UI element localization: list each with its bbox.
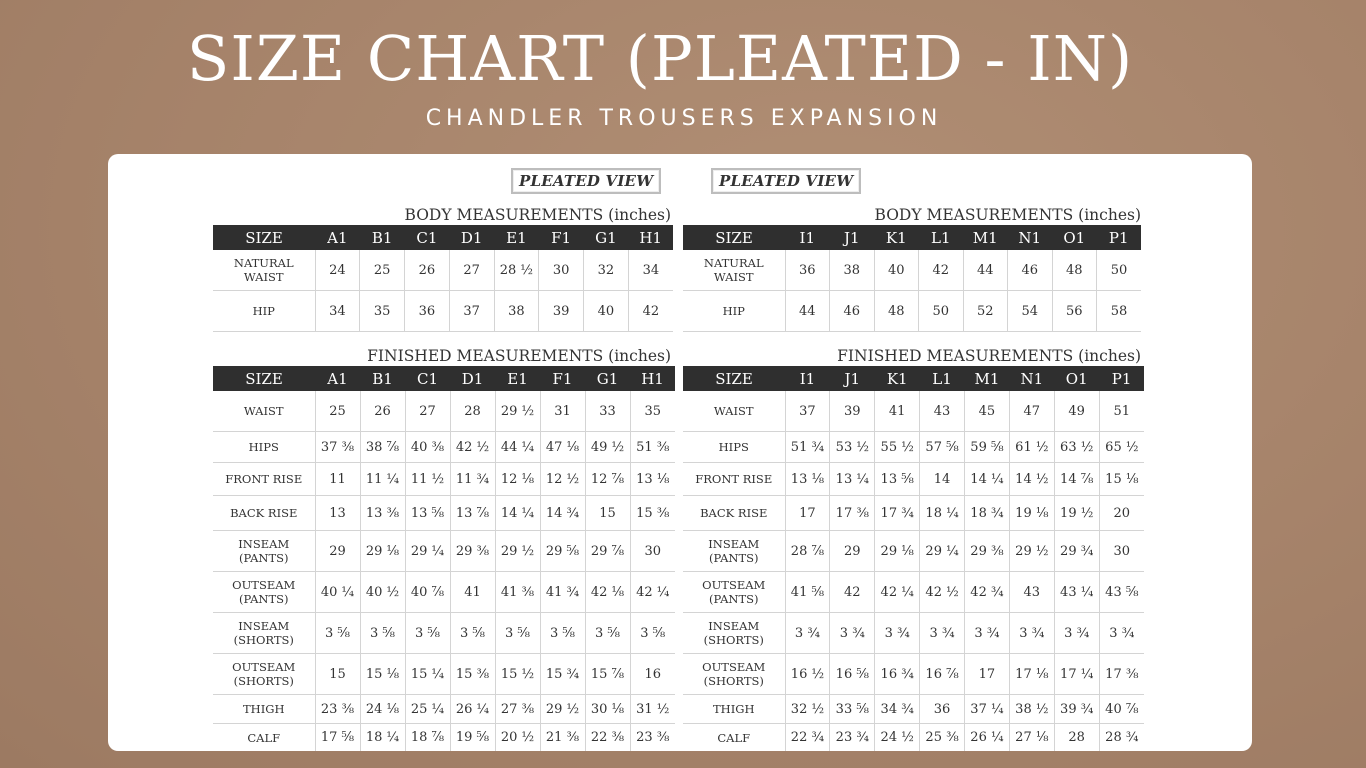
- measurement-cell: 55 ½: [875, 432, 920, 463]
- table-row: [683, 695, 1144, 724]
- measurement-cell: 28 ¾: [1099, 724, 1144, 752]
- row-label: THIGH: [213, 695, 315, 724]
- size-header-cell: M1: [963, 225, 1008, 250]
- measurement-cell: 35: [630, 391, 675, 432]
- measurement-cell: 46: [830, 291, 875, 332]
- size-header-cell: I1: [785, 225, 830, 250]
- measurement-cell: 50: [1097, 250, 1142, 291]
- measurement-cell: 26: [405, 250, 450, 291]
- page-subtitle: CHANDLER TROUSERS EXPANSION: [425, 106, 943, 131]
- view-label-right: PLEATED VIEW: [711, 168, 861, 194]
- measurement-cell: 24: [315, 250, 360, 291]
- measurement-cell: 18 ¾: [965, 496, 1010, 531]
- measurement-cell: 15 ⅜: [450, 654, 495, 695]
- size-header-cell: L1: [920, 366, 965, 391]
- measurement-cell: 47: [1009, 391, 1054, 432]
- measurement-cell: 22 ¾: [785, 724, 830, 752]
- measurement-cell: 18 ¼: [920, 496, 965, 531]
- measurement-cell: 15 ⅜: [630, 496, 675, 531]
- measurement-cell: 16 ⅞: [920, 654, 965, 695]
- measurement-cell: 42: [628, 291, 673, 332]
- measurement-cell: 3 ⅝: [630, 613, 675, 654]
- measurement-cell: 15: [315, 654, 360, 695]
- measurement-cell: 3 ¾: [830, 613, 875, 654]
- measurement-cell: 3 ¾: [1009, 613, 1054, 654]
- measurement-cell: 17 ¾: [875, 496, 920, 531]
- measurement-cell: 48: [1052, 250, 1097, 291]
- measurement-cell: 37: [785, 391, 830, 432]
- row-label: FRONT RISE: [213, 463, 315, 496]
- measurement-cell: 3 ¾: [1054, 613, 1099, 654]
- measurement-cell: 44: [785, 291, 830, 332]
- measurement-cell: 42: [830, 572, 875, 613]
- measurement-cell: 15 ¾: [540, 654, 585, 695]
- size-header-cell: D1: [449, 225, 494, 250]
- measurement-cell: 45: [965, 391, 1010, 432]
- measurement-cell: 56: [1052, 291, 1097, 332]
- measurement-cell: 42: [919, 250, 964, 291]
- measurement-cell: 32: [584, 250, 629, 291]
- size-header-cell: B1: [360, 225, 405, 250]
- measurement-cell: 15 ⅞: [585, 654, 630, 695]
- size-header-cell: C1: [405, 366, 450, 391]
- size-header-row: [213, 225, 673, 250]
- measurement-cell: 31: [540, 391, 585, 432]
- measurement-cell: 13 ⅞: [450, 496, 495, 531]
- measurement-cell: 33: [585, 391, 630, 432]
- measurement-cell: 29 ½: [540, 695, 585, 724]
- measurement-cell: 13 ⅜: [360, 496, 405, 531]
- measurement-cell: 28 ½: [494, 250, 539, 291]
- table-row: [213, 613, 675, 654]
- measurement-cell: 41 ¾: [540, 572, 585, 613]
- measurement-cell: 29 ⅜: [450, 531, 495, 572]
- table-row: [683, 654, 1144, 695]
- measurement-cell: 36: [785, 250, 830, 291]
- measurement-cell: 29 ¼: [920, 531, 965, 572]
- measurement-cell: 28: [1054, 724, 1099, 752]
- size-header-cell: M1: [965, 366, 1010, 391]
- measurement-cell: 34: [315, 291, 360, 332]
- size-header-cell: C1: [405, 225, 450, 250]
- row-label: CALF: [213, 724, 315, 752]
- measurement-cell: 49: [1054, 391, 1099, 432]
- measurement-cell: 36: [405, 291, 450, 332]
- measurement-cell: 29 ⅛: [875, 531, 920, 572]
- measurement-cell: 15 ⅛: [1099, 463, 1144, 496]
- measurement-cell: 43 ⅝: [1099, 572, 1144, 613]
- finished-table-right: [683, 366, 1144, 751]
- measurement-cell: 36: [920, 695, 965, 724]
- measurement-cell: 29 ⅜: [965, 531, 1010, 572]
- measurement-cell: 22 ⅜: [585, 724, 630, 752]
- measurement-cell: 26: [360, 391, 405, 432]
- measurement-cell: 48: [874, 291, 919, 332]
- size-header-cell: K1: [875, 366, 920, 391]
- measurement-cell: 26 ¼: [965, 724, 1010, 752]
- table-row: [213, 572, 675, 613]
- measurement-cell: 13 ⅛: [630, 463, 675, 496]
- measurement-cell: 16: [630, 654, 675, 695]
- measurement-cell: 41: [450, 572, 495, 613]
- row-label: HIP: [213, 291, 315, 332]
- measurement-cell: 13 ⅝: [875, 463, 920, 496]
- measurement-cell: 41 ⅝: [785, 572, 830, 613]
- measurement-cell: 61 ½: [1009, 432, 1054, 463]
- measurement-cell: 33 ⅝: [830, 695, 875, 724]
- size-header-cell: I1: [785, 366, 830, 391]
- measurement-cell: 23 ⅜: [630, 724, 675, 752]
- size-header-label: SIZE: [683, 225, 785, 250]
- measurement-cell: 21 ⅜: [540, 724, 585, 752]
- measurement-cell: 40 ¼: [315, 572, 360, 613]
- measurement-cell: 13: [315, 496, 360, 531]
- measurement-cell: 14: [920, 463, 965, 496]
- measurement-cell: 32 ½: [785, 695, 830, 724]
- measurement-cell: 26 ¼: [450, 695, 495, 724]
- row-label: NATURAL WAIST: [683, 250, 785, 291]
- measurement-cell: 29 ⅛: [360, 531, 405, 572]
- measurement-cell: 41 ⅜: [495, 572, 540, 613]
- measurement-cell: 13 ¼: [830, 463, 875, 496]
- measurement-cell: 52: [963, 291, 1008, 332]
- measurement-cell: 16 ½: [785, 654, 830, 695]
- measurement-cell: 19 ⅛: [1009, 496, 1054, 531]
- table-row: [683, 613, 1144, 654]
- measurement-cell: 37 ¼: [965, 695, 1010, 724]
- measurement-cell: 3 ¾: [920, 613, 965, 654]
- measurement-cell: 20 ½: [495, 724, 540, 752]
- measurement-cell: 53 ½: [830, 432, 875, 463]
- measurement-cell: 54: [1008, 291, 1053, 332]
- measurement-cell: 42 ⅛: [585, 572, 630, 613]
- measurement-cell: 13 ⅝: [405, 496, 450, 531]
- size-header-cell: A1: [315, 225, 360, 250]
- measurement-cell: 58: [1097, 291, 1142, 332]
- measurement-cell: 25: [360, 250, 405, 291]
- measurement-cell: 17 ⅝: [315, 724, 360, 752]
- table-row: [683, 724, 1144, 752]
- table-row: [213, 250, 673, 291]
- body-measurements-heading-left: BODY MEASUREMENTS (inches): [404, 206, 671, 224]
- measurement-cell: 30 ⅛: [585, 695, 630, 724]
- measurement-cell: 44 ¼: [495, 432, 540, 463]
- measurement-cell: 42 ½: [450, 432, 495, 463]
- measurement-cell: 25 ⅜: [920, 724, 965, 752]
- measurement-cell: 17 ¼: [1054, 654, 1099, 695]
- table-row: [683, 391, 1144, 432]
- measurement-cell: 40: [584, 291, 629, 332]
- measurement-cell: 39: [830, 391, 875, 432]
- measurement-cell: 14 ¼: [965, 463, 1010, 496]
- view-label-left: PLEATED VIEW: [511, 168, 661, 194]
- table-row: [683, 250, 1141, 291]
- page-title: SIZE CHART (PLEATED - IN): [186, 22, 1134, 95]
- measurement-cell: 34: [628, 250, 673, 291]
- measurement-cell: 25 ¼: [405, 695, 450, 724]
- size-header-label: SIZE: [213, 366, 315, 391]
- measurement-cell: 29 ½: [495, 391, 540, 432]
- measurement-cell: 49 ½: [585, 432, 630, 463]
- measurement-cell: 63 ½: [1054, 432, 1099, 463]
- measurement-cell: 34 ¾: [875, 695, 920, 724]
- measurement-cell: 3 ⅝: [540, 613, 585, 654]
- measurement-cell: 27: [449, 250, 494, 291]
- row-label: INSEAM (SHORTS): [683, 613, 785, 654]
- row-label: OUTSEAM (SHORTS): [213, 654, 315, 695]
- body-table-left: [213, 225, 673, 332]
- measurement-cell: 29 ⅞: [585, 531, 630, 572]
- row-label: WAIST: [683, 391, 785, 432]
- size-header-row: [683, 225, 1141, 250]
- size-header-cell: L1: [919, 225, 964, 250]
- table-row: [683, 432, 1144, 463]
- row-label: OUTSEAM (SHORTS): [683, 654, 785, 695]
- measurement-cell: 39: [539, 291, 584, 332]
- size-header-cell: O1: [1054, 366, 1099, 391]
- measurement-cell: 14 ¾: [540, 496, 585, 531]
- row-label: NATURAL WAIST: [213, 250, 315, 291]
- measurement-cell: 29 ¼: [405, 531, 450, 572]
- size-header-row: [213, 366, 675, 391]
- measurement-cell: 42 ¼: [630, 572, 675, 613]
- measurement-cell: 46: [1008, 250, 1053, 291]
- measurement-cell: 16 ¾: [875, 654, 920, 695]
- size-header-label: SIZE: [213, 225, 315, 250]
- measurement-cell: 57 ⅝: [920, 432, 965, 463]
- size-header-cell: G1: [584, 225, 629, 250]
- measurement-cell: 38: [830, 250, 875, 291]
- measurement-cell: 15 ¼: [405, 654, 450, 695]
- row-label: INSEAM (SHORTS): [213, 613, 315, 654]
- size-header-cell: E1: [494, 225, 539, 250]
- table-row: [683, 291, 1141, 332]
- measurement-cell: 59 ⅝: [965, 432, 1010, 463]
- measurement-cell: 3 ⅝: [360, 613, 405, 654]
- measurement-cell: 27 ⅛: [1009, 724, 1054, 752]
- measurement-cell: 3 ⅝: [315, 613, 360, 654]
- measurement-cell: 47 ⅛: [540, 432, 585, 463]
- body-table-right: [683, 225, 1141, 332]
- size-chart-card: [108, 154, 1252, 751]
- measurement-cell: 40 ⅞: [405, 572, 450, 613]
- measurement-cell: 15 ⅛: [360, 654, 405, 695]
- measurement-cell: 50: [919, 291, 964, 332]
- measurement-cell: 35: [360, 291, 405, 332]
- size-header-cell: A1: [315, 366, 360, 391]
- measurement-cell: 44: [963, 250, 1008, 291]
- size-header-cell: E1: [495, 366, 540, 391]
- measurement-cell: 51: [1099, 391, 1144, 432]
- row-label: HIP: [683, 291, 785, 332]
- table-row: [213, 391, 675, 432]
- measurement-cell: 43 ¼: [1054, 572, 1099, 613]
- measurement-cell: 51 ¾: [785, 432, 830, 463]
- measurement-cell: 42 ½: [920, 572, 965, 613]
- measurement-cell: 14 ⅞: [1054, 463, 1099, 496]
- measurement-cell: 17 ⅜: [1099, 654, 1144, 695]
- measurement-cell: 11 ¾: [450, 463, 495, 496]
- table-row: [213, 291, 673, 332]
- measurement-cell: 17 ⅛: [1009, 654, 1054, 695]
- measurement-cell: 65 ½: [1099, 432, 1144, 463]
- measurement-cell: 42 ¾: [965, 572, 1010, 613]
- row-label: OUTSEAM (PANTS): [683, 572, 785, 613]
- measurement-cell: 40 ⅞: [1099, 695, 1144, 724]
- size-header-cell: J1: [830, 366, 875, 391]
- size-header-cell: F1: [540, 366, 585, 391]
- measurement-cell: 24 ½: [875, 724, 920, 752]
- measurement-cell: 40: [874, 250, 919, 291]
- finished-measurements-heading-right: FINISHED MEASUREMENTS (inches): [837, 347, 1141, 365]
- row-label: OUTSEAM (PANTS): [213, 572, 315, 613]
- measurement-cell: 43: [920, 391, 965, 432]
- measurement-cell: 3 ¾: [1099, 613, 1144, 654]
- row-label: INSEAM (PANTS): [683, 531, 785, 572]
- size-header-row: [683, 366, 1144, 391]
- measurement-cell: 3 ⅝: [585, 613, 630, 654]
- measurement-cell: 3 ¾: [785, 613, 830, 654]
- row-label: FRONT RISE: [683, 463, 785, 496]
- body-measurements-heading-right: BODY MEASUREMENTS (inches): [874, 206, 1141, 224]
- row-label: BACK RISE: [213, 496, 315, 531]
- size-header-cell: N1: [1009, 366, 1054, 391]
- measurement-cell: 28 ⅞: [785, 531, 830, 572]
- measurement-cell: 3 ⅝: [450, 613, 495, 654]
- measurement-cell: 12 ½: [540, 463, 585, 496]
- measurement-cell: 43: [1009, 572, 1054, 613]
- table-row: [213, 463, 675, 496]
- measurement-cell: 19 ½: [1054, 496, 1099, 531]
- row-label: CALF: [683, 724, 785, 752]
- size-header-cell: N1: [1008, 225, 1053, 250]
- measurement-cell: 3 ¾: [875, 613, 920, 654]
- measurement-cell: 37 ⅜: [315, 432, 360, 463]
- size-header-cell: J1: [830, 225, 875, 250]
- size-header-cell: F1: [539, 225, 584, 250]
- measurement-cell: 41: [875, 391, 920, 432]
- measurement-cell: 11 ¼: [360, 463, 405, 496]
- measurement-cell: 29 ½: [1009, 531, 1054, 572]
- finished-measurements-heading-left: FINISHED MEASUREMENTS (inches): [367, 347, 671, 365]
- measurement-cell: 38: [494, 291, 539, 332]
- measurement-cell: 29 ½: [495, 531, 540, 572]
- table-row: [213, 695, 675, 724]
- measurement-cell: 20: [1099, 496, 1144, 531]
- measurement-cell: 17: [785, 496, 830, 531]
- table-row: [213, 432, 675, 463]
- measurement-cell: 11: [315, 463, 360, 496]
- measurement-cell: 51 ⅜: [630, 432, 675, 463]
- measurement-cell: 17 ⅜: [830, 496, 875, 531]
- measurement-cell: 15 ½: [495, 654, 540, 695]
- measurement-cell: 19 ⅝: [450, 724, 495, 752]
- measurement-cell: 25: [315, 391, 360, 432]
- table-row: [683, 572, 1144, 613]
- measurement-cell: 18 ¼: [360, 724, 405, 752]
- size-header-cell: G1: [585, 366, 630, 391]
- measurement-cell: 12 ⅞: [585, 463, 630, 496]
- size-header-cell: P1: [1097, 225, 1142, 250]
- finished-table-left: [213, 366, 675, 751]
- measurement-cell: 17: [965, 654, 1010, 695]
- measurement-cell: 13 ⅛: [785, 463, 830, 496]
- table-row: [683, 463, 1144, 496]
- table-row: [213, 531, 675, 572]
- measurement-cell: 27: [405, 391, 450, 432]
- row-label: BACK RISE: [683, 496, 785, 531]
- size-header-cell: P1: [1099, 366, 1144, 391]
- measurement-cell: 12 ⅛: [495, 463, 540, 496]
- table-row: [213, 724, 675, 752]
- measurement-cell: 29: [830, 531, 875, 572]
- table-row: [213, 496, 675, 531]
- measurement-cell: 40 ½: [360, 572, 405, 613]
- row-label: HIPS: [683, 432, 785, 463]
- measurement-cell: 29 ⅝: [540, 531, 585, 572]
- size-header-label: SIZE: [683, 366, 785, 391]
- size-header-cell: B1: [360, 366, 405, 391]
- measurement-cell: 3 ⅝: [495, 613, 540, 654]
- measurement-cell: 23 ⅜: [315, 695, 360, 724]
- size-header-cell: O1: [1052, 225, 1097, 250]
- measurement-cell: 28: [450, 391, 495, 432]
- measurement-cell: 23 ¾: [830, 724, 875, 752]
- measurement-cell: 40 ⅜: [405, 432, 450, 463]
- measurement-cell: 31 ½: [630, 695, 675, 724]
- measurement-cell: 38 ⅞: [360, 432, 405, 463]
- table-row: [683, 496, 1144, 531]
- row-label: INSEAM (PANTS): [213, 531, 315, 572]
- size-header-cell: D1: [450, 366, 495, 391]
- measurement-cell: 39 ¾: [1054, 695, 1099, 724]
- measurement-cell: 14 ½: [1009, 463, 1054, 496]
- measurement-cell: 24 ⅛: [360, 695, 405, 724]
- measurement-cell: 29: [315, 531, 360, 572]
- measurement-cell: 16 ⅝: [830, 654, 875, 695]
- measurement-cell: 30: [539, 250, 584, 291]
- measurement-cell: 29 ¾: [1054, 531, 1099, 572]
- measurement-cell: 30: [630, 531, 675, 572]
- row-label: THIGH: [683, 695, 785, 724]
- row-label: WAIST: [213, 391, 315, 432]
- measurement-cell: 30: [1099, 531, 1144, 572]
- measurement-cell: 37: [449, 291, 494, 332]
- measurement-cell: 14 ¼: [495, 496, 540, 531]
- measurement-cell: 3 ⅝: [405, 613, 450, 654]
- measurement-cell: 38 ½: [1009, 695, 1054, 724]
- measurement-cell: 27 ⅜: [495, 695, 540, 724]
- table-row: [683, 531, 1144, 572]
- measurement-cell: 15: [585, 496, 630, 531]
- size-header-cell: K1: [874, 225, 919, 250]
- size-header-cell: H1: [628, 225, 673, 250]
- measurement-cell: 42 ¼: [875, 572, 920, 613]
- table-row: [213, 654, 675, 695]
- measurement-cell: 11 ½: [405, 463, 450, 496]
- size-header-cell: H1: [630, 366, 675, 391]
- measurement-cell: 3 ¾: [965, 613, 1010, 654]
- measurement-cell: 18 ⅞: [405, 724, 450, 752]
- row-label: HIPS: [213, 432, 315, 463]
